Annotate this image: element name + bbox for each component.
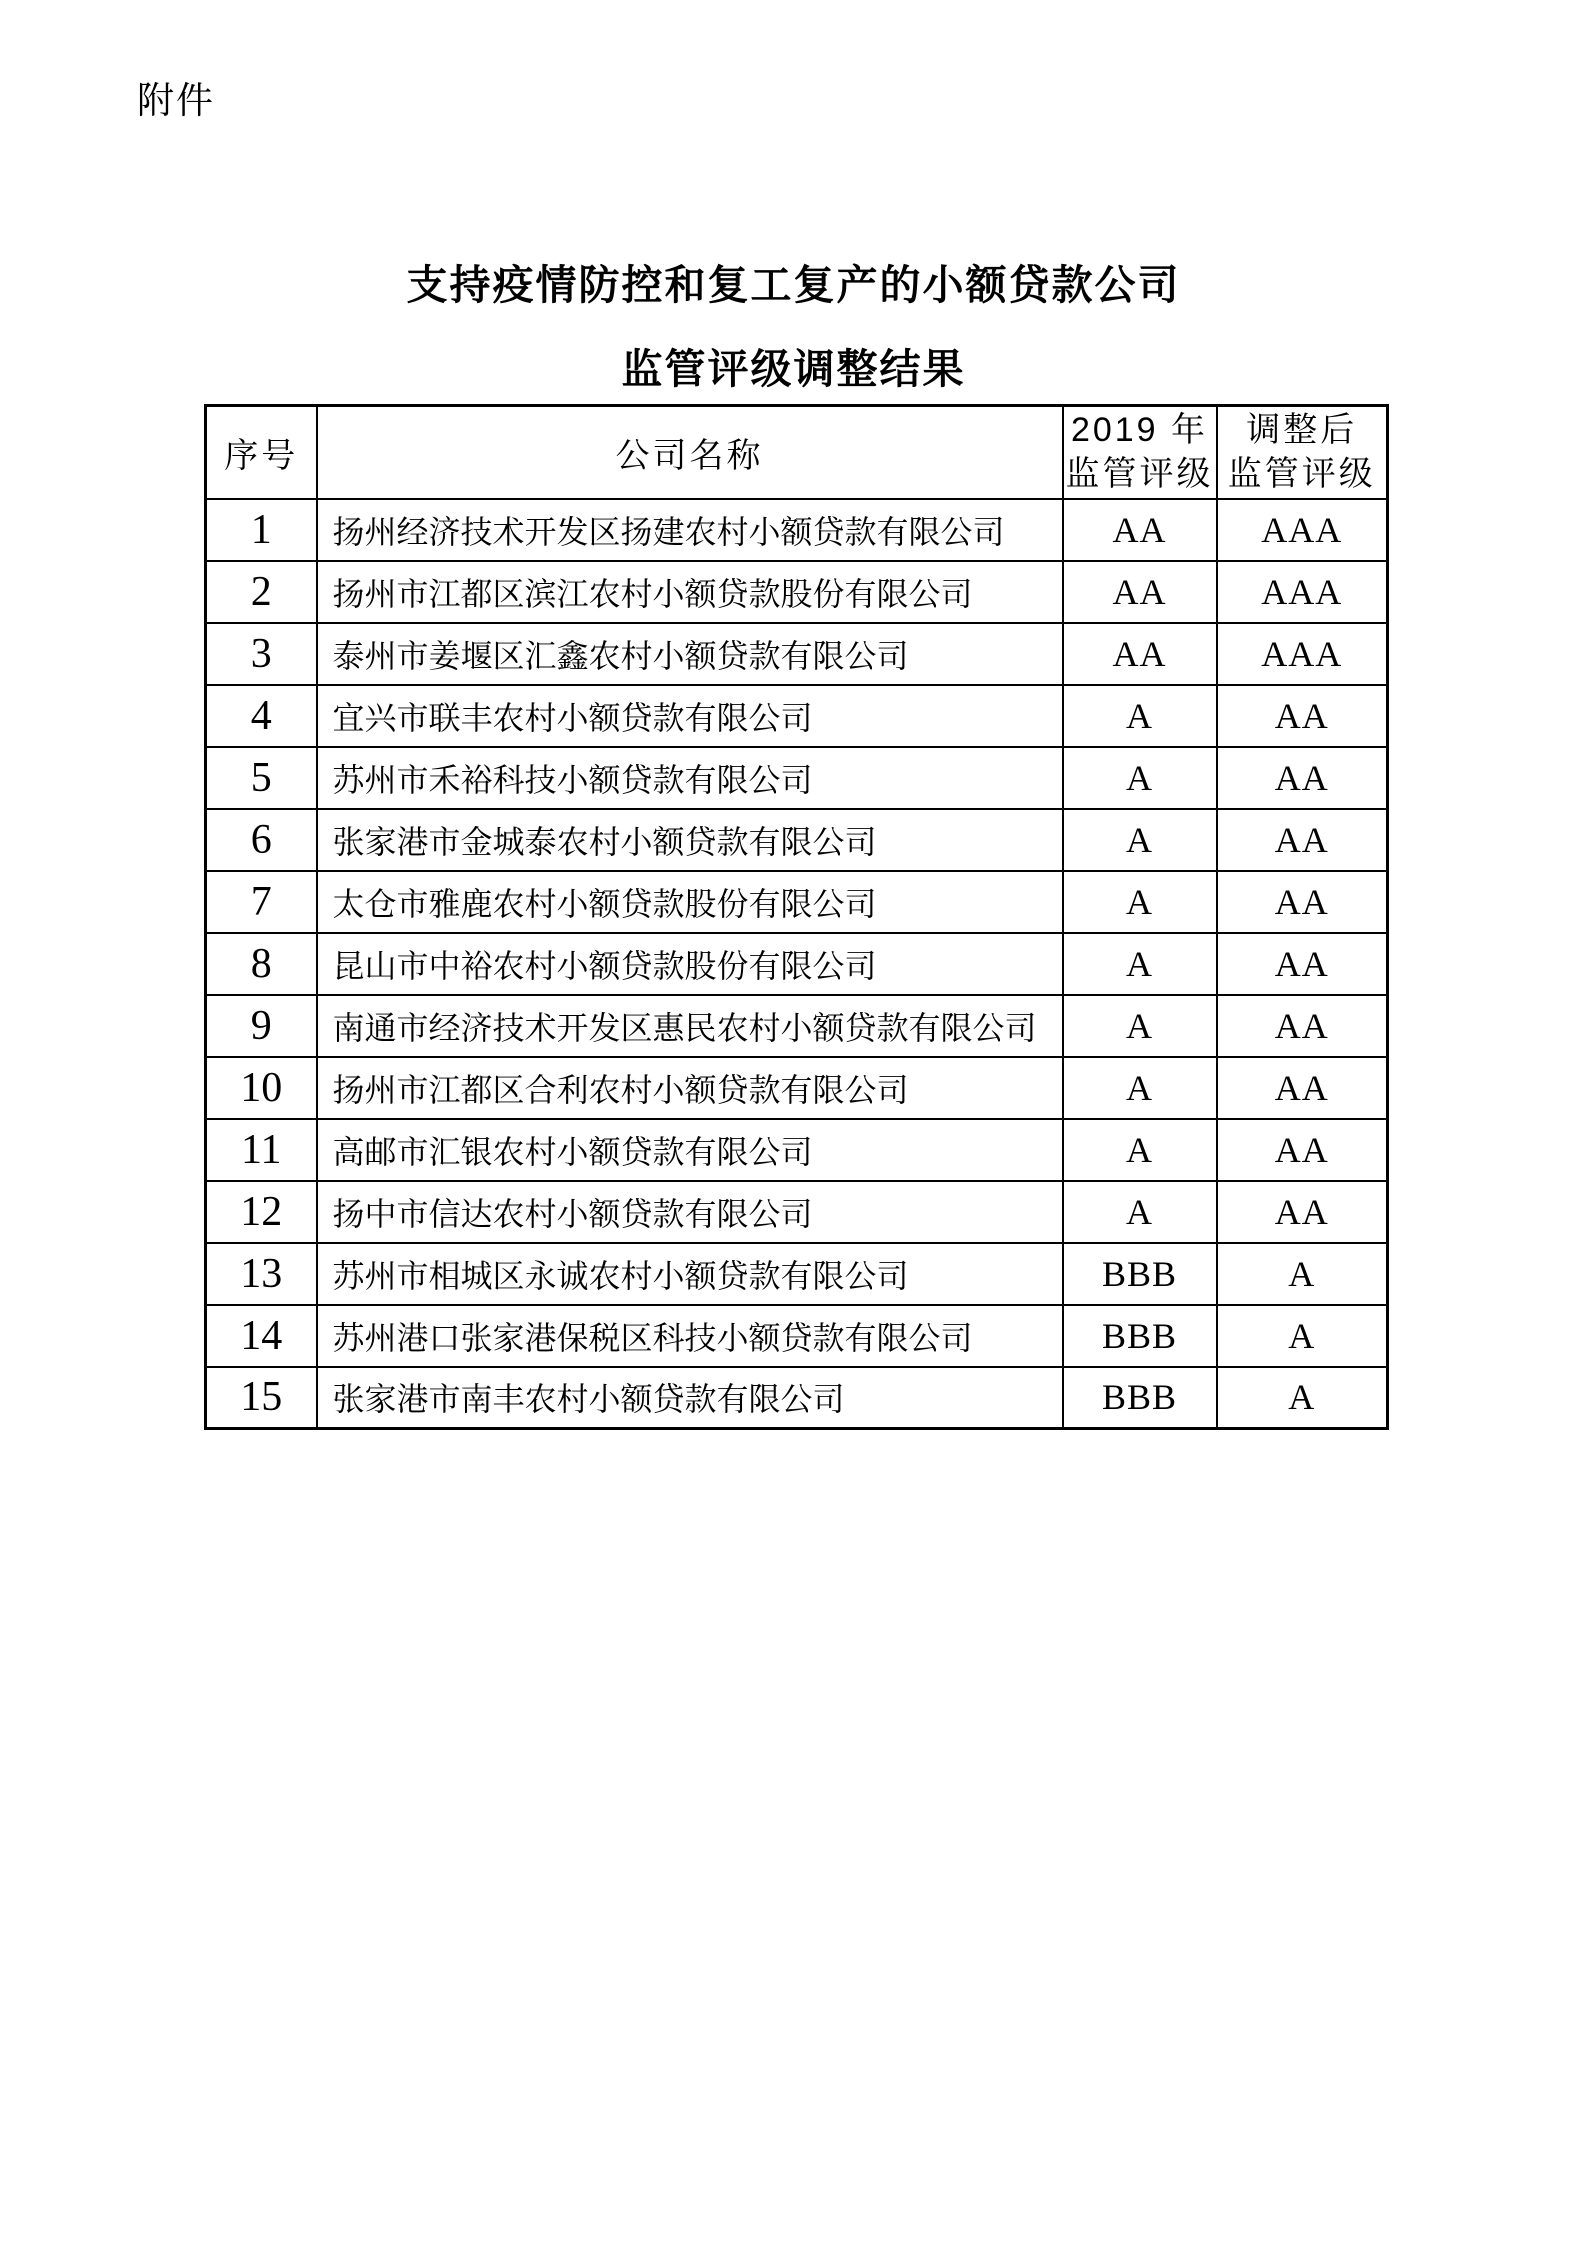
rating-adjusted-cell: A xyxy=(1217,1367,1388,1429)
rating-2019-cell: BBB xyxy=(1063,1305,1217,1367)
company-name-cell: 太仓市雅鹿农村小额贷款股份有限公司 xyxy=(317,871,1063,933)
rating-table xyxy=(204,404,1389,1430)
rating-2019-cell: A xyxy=(1063,871,1217,933)
row-index-cell: 9 xyxy=(206,995,317,1057)
rating-adjusted-cell: AAA xyxy=(1217,561,1388,623)
company-name-cell: 泰州市姜堰区汇鑫农村小额贷款有限公司 xyxy=(317,623,1063,685)
row-index-cell: 2 xyxy=(206,561,317,623)
table-row xyxy=(206,995,1388,1057)
row-index-cell: 5 xyxy=(206,747,317,809)
table-row xyxy=(206,1181,1388,1243)
row-index-cell: 6 xyxy=(206,809,317,871)
table-header xyxy=(206,406,1388,499)
table-row xyxy=(206,499,1388,561)
header-rating-2019-line2: 监管评级 xyxy=(1065,455,1214,494)
rating-2019-cell: A xyxy=(1063,809,1217,871)
rating-adjusted-cell: AA xyxy=(1217,685,1388,747)
rating-adjusted-cell: AA xyxy=(1217,1119,1388,1181)
row-index-cell: 4 xyxy=(206,685,317,747)
table-row xyxy=(206,747,1388,809)
table-row xyxy=(206,1243,1388,1305)
rating-adjusted-cell: AA xyxy=(1217,809,1388,871)
company-name-cell: 张家港市金城泰农村小额贷款有限公司 xyxy=(317,809,1063,871)
company-name-cell: 扬州经济技术开发区扬建农村小额贷款有限公司 xyxy=(317,499,1063,561)
row-index-cell: 11 xyxy=(206,1119,317,1181)
table-row xyxy=(206,1305,1388,1367)
table-row xyxy=(206,933,1388,995)
row-index-cell: 7 xyxy=(206,871,317,933)
row-index-cell: 13 xyxy=(206,1243,317,1305)
header-rating-adjusted-line2: 监管评级 xyxy=(1227,455,1376,494)
table-row xyxy=(206,1119,1388,1181)
rating-adjusted-cell: A xyxy=(1217,1243,1388,1305)
table-body xyxy=(206,499,1388,1429)
rating-2019-cell: A xyxy=(1063,995,1217,1057)
company-name-cell: 高邮市汇银农村小额贷款有限公司 xyxy=(317,1119,1063,1181)
rating-2019-cell: AA xyxy=(1063,561,1217,623)
header-rating-2019-line1: 2019 年 xyxy=(1070,411,1209,450)
company-name-cell: 扬州市江都区合利农村小额贷款有限公司 xyxy=(317,1057,1063,1119)
row-index-cell: 15 xyxy=(206,1367,317,1429)
table-row xyxy=(206,1367,1388,1429)
rating-adjusted-cell: AA xyxy=(1217,747,1388,809)
rating-adjusted-cell: AA xyxy=(1217,995,1388,1057)
rating-2019-cell: A xyxy=(1063,747,1217,809)
row-index-cell: 1 xyxy=(206,499,317,561)
table-row xyxy=(206,809,1388,871)
rating-adjusted-cell: AAA xyxy=(1217,499,1388,561)
company-name-cell: 苏州市禾裕科技小额贷款有限公司 xyxy=(317,747,1063,809)
table-row xyxy=(206,685,1388,747)
header-rating-adjusted-line1: 调整后 xyxy=(1246,411,1358,450)
company-name-cell: 张家港市南丰农村小额贷款有限公司 xyxy=(317,1367,1063,1429)
company-name-cell: 苏州市相城区永诚农村小额贷款有限公司 xyxy=(317,1243,1063,1305)
row-index-cell: 8 xyxy=(206,933,317,995)
company-name-cell: 昆山市中裕农村小额贷款股份有限公司 xyxy=(317,933,1063,995)
header-rating-2019 xyxy=(1063,406,1217,499)
rating-adjusted-cell: AA xyxy=(1217,1057,1388,1119)
document-title-line2: 监管评级调整结果 xyxy=(621,346,966,392)
header-company-name: 公司名称 xyxy=(317,406,1063,499)
rating-2019-cell: BBB xyxy=(1063,1367,1217,1429)
rating-2019-cell: A xyxy=(1063,1181,1217,1243)
row-index-cell: 12 xyxy=(206,1181,317,1243)
company-name-cell: 南通市经济技术开发区惠民农村小额贷款有限公司 xyxy=(317,995,1063,1057)
document-title-line1: 支持疫情防控和复工复产的小额贷款公司 xyxy=(406,262,1181,308)
rating-2019-cell: A xyxy=(1063,933,1217,995)
rating-adjusted-cell: A xyxy=(1217,1305,1388,1367)
rating-adjusted-cell: AA xyxy=(1217,1181,1388,1243)
row-index-cell: 3 xyxy=(206,623,317,685)
table-row xyxy=(206,871,1388,933)
attachment-label: 附件 xyxy=(137,80,215,121)
table-row xyxy=(206,623,1388,685)
rating-adjusted-cell: AA xyxy=(1217,933,1388,995)
rating-2019-cell: BBB xyxy=(1063,1243,1217,1305)
rating-2019-cell: AA xyxy=(1063,623,1217,685)
header-rating-adjusted xyxy=(1217,406,1388,499)
company-name-cell: 苏州港口张家港保税区科技小额贷款有限公司 xyxy=(317,1305,1063,1367)
company-name-cell: 扬中市信达农村小额贷款有限公司 xyxy=(317,1181,1063,1243)
rating-2019-cell: A xyxy=(1063,1057,1217,1119)
rating-2019-cell: A xyxy=(1063,1119,1217,1181)
company-name-cell: 宜兴市联丰农村小额贷款有限公司 xyxy=(317,685,1063,747)
rating-2019-cell: AA xyxy=(1063,499,1217,561)
rating-adjusted-cell: AA xyxy=(1217,871,1388,933)
table-header-row xyxy=(206,406,1388,499)
company-name-cell: 扬州市江都区滨江农村小额贷款股份有限公司 xyxy=(317,561,1063,623)
table-row xyxy=(206,561,1388,623)
rating-adjusted-cell: AAA xyxy=(1217,623,1388,685)
rating-2019-cell: A xyxy=(1063,685,1217,747)
row-index-cell: 10 xyxy=(206,1057,317,1119)
header-index: 序号 xyxy=(206,406,317,499)
table-row xyxy=(206,1057,1388,1119)
row-index-cell: 14 xyxy=(206,1305,317,1367)
